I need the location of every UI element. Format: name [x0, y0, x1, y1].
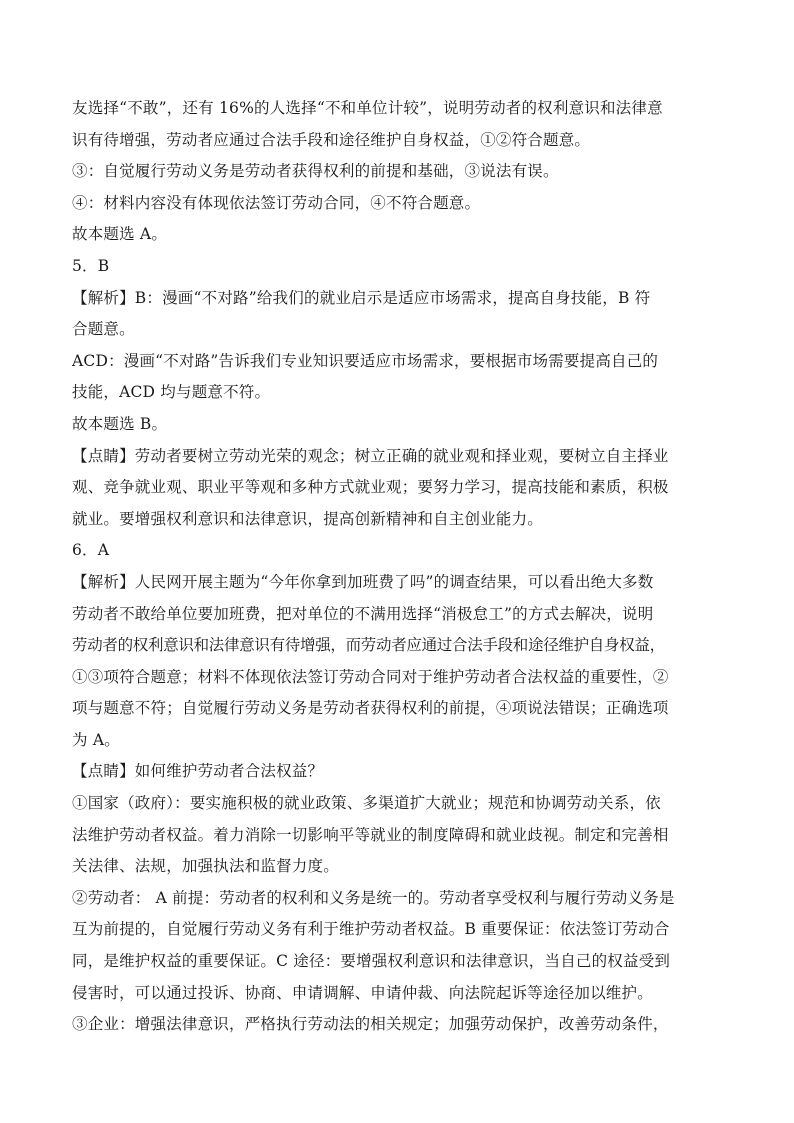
text-line: 识有待增强，劳动者应通过合法手段和途径维护自身权益，①②符合题意。: [72, 130, 591, 149]
text-line: 故本题选 A。: [72, 225, 168, 244]
question-number: 6．A: [72, 541, 110, 560]
text-line: 项与题意不符；自觉履行劳动义务是劳动者获得权利的前提，④项说法错误；正确选项: [72, 699, 669, 718]
text-line: ②劳动者： A 前提：劳动者的权利和义务是统一的。劳动者享受权利与履行劳动义务是: [72, 888, 675, 907]
text-line: 故本题选 B。: [72, 414, 168, 433]
text-line: ACD：漫画“不对路”告诉我们专业知识要适应市场需求，要根据市场需要提高自己的: [72, 351, 659, 370]
text-line: ④：材料内容没有体现依法签订劳动合同，④不符合题意。: [72, 193, 481, 212]
text-line: 法维护劳动者权益。着力消除一切影响平等就业的制度障碍和就业歧视。制定和完善相: [72, 825, 669, 844]
text-line: 互为前提的，自觉履行劳动义务有利于维护劳动者权益。B 重要保证：依法签订劳动合: [72, 920, 670, 939]
text-line: 观、竞争就业观、职业平等观和多种方式就业观；要努力学习，提高技能和素质，积极: [72, 478, 669, 497]
text-line: 【解析】B：漫画“不对路”给我们的就业启示是适应市场需求，提高自身技能，B 符: [72, 288, 651, 307]
text-line: 友选择“不敢”，还有 16%的人选择“不和单位计较”，说明劳动者的权利意识和法律意: [72, 99, 663, 117]
text-line: 【点睛】劳动者要树立劳动光荣的观念；树立正确的就业观和择业观，要树立自主择业: [72, 446, 669, 465]
text-line: 【解析】人民网开展主题为“今年你拿到加班费了吗”的调查结果，可以看出绝大多数: [72, 572, 654, 591]
text-line: 劳动者的权利意识和法律意识有待增强，而劳动者应通过合法手段和途径维护自身权益，: [72, 636, 665, 655]
text-line: ①③项符合题意；材料不体现依法签订劳动合同对于维护劳动者合法权益的重要性，②: [72, 667, 669, 686]
text-line: ③：自觉履行劳动义务是劳动者获得权利的前提和基础，③说法有误。: [72, 162, 559, 181]
text-line: 同，是维护权益的重要保证。C 途径：要增强权利意识和法律意识，当自己的权益受到: [72, 952, 671, 971]
text-line: 关法律、法规，加强执法和监督力度。: [72, 857, 339, 876]
text-line: 技能，ACD 均与题意不符。: [72, 383, 271, 402]
question-number: 5．B: [72, 256, 110, 275]
text-line: 【点睛】如何维护劳动者合法权益？: [72, 762, 324, 781]
answer-explanation-text: [72, 93, 724, 1041]
text-line: 侵害时，可以通过投诉、协商、申请调解、申请仲裁、向法院起诉等途径加以维护。: [72, 983, 653, 1002]
text-line: 合题意。: [72, 320, 135, 339]
text-line: 劳动者不敢给单位要加班费，把对单位的不满用选择“消极怠工”的方式去解决，说明: [72, 604, 654, 623]
text-line: 就业。要增强权利意识和法律意识，提高创新精神和自主创业能力。: [72, 509, 544, 528]
text-line: 为 A。: [72, 730, 120, 749]
text-line: ③企业：增强法律意识，严格执行劳动法的相关规定；加强劳动保护，改善劳动条件，: [72, 1015, 669, 1034]
text-line: ①国家（政府）：要实施积极的就业政策、多渠道扩大就业；规范和协调劳动关系，依: [72, 794, 661, 813]
